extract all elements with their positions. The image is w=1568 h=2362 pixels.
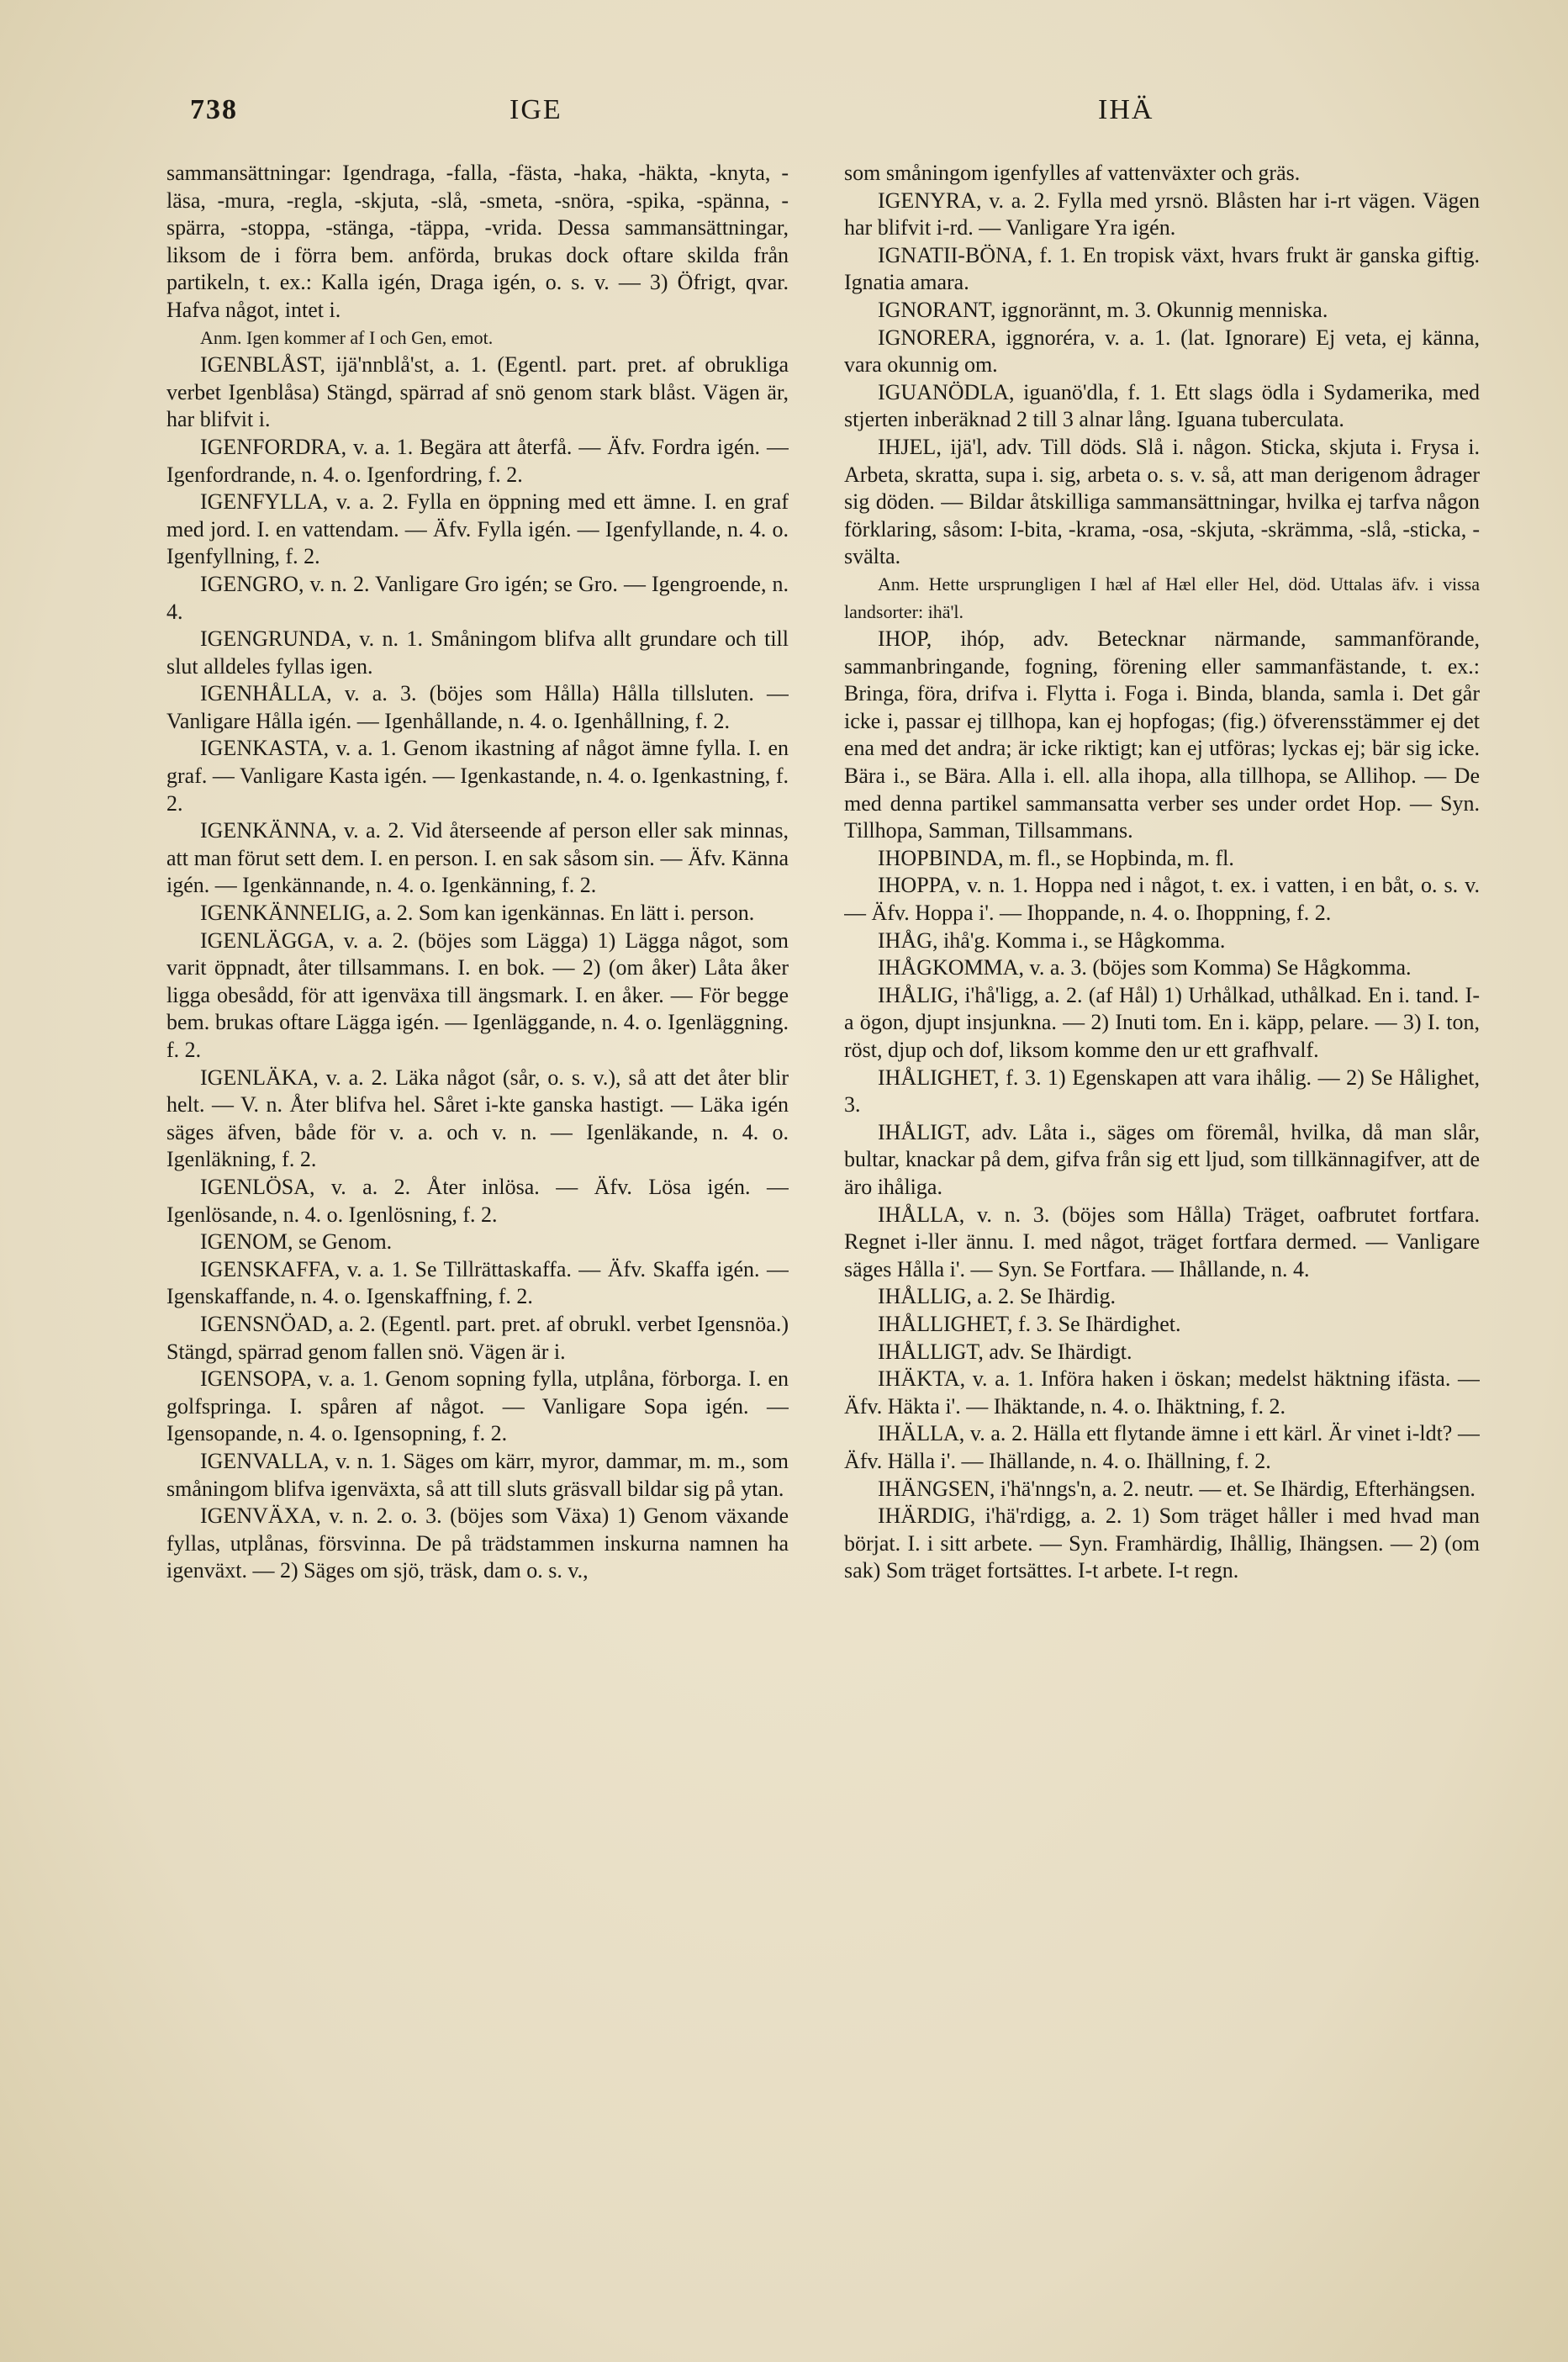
entry: IHÄLLA, v. a. 2. Hälla ett flytande ämne i ett kärl. Är vinet i-ldt? — Äfv. Hälla i'. — Ihällande, n. 4. o. Ihällning, f. 2. <box>844 1421 1480 1473</box>
entry: IHOPPA, v. n. 1. Hoppa ned i något, t. ex. i vatten, i en båt, o. s. v. — Äfv. Hoppa i'. — Ihoppande, n. 4. o. Ihoppning, f. 2. <box>844 873 1480 926</box>
entry: IGENGRO, v. n. 2. Vanligare Gro igén; se Gro. — Igengroende, n. 4. <box>166 571 789 624</box>
entry: IGENKASTA, v. a. 1. Genom ikastning af något ämne fylla. I. en graf. — Vanligare Kasta igén. — Igenkastande, n. 4. o. Igenkastning, f. 2. <box>166 736 789 816</box>
entry-note: Anm. Hette ursprungligen I hæl af Hæl eller Hel, död. Uttalas äfv. i vissa landsorter: ihä'l. <box>844 573 1480 622</box>
page-header <box>0 94 1568 128</box>
entry: IHOP, ihóp, adv. Betecknar närmande, sammanförande, sammanbringande, fogning, förening eller sammanfästande, t. ex.: Bringa, föra, drifva i. Flytta i. Foga i. Binda, blanda, samla i. Det går icke i, passar ej tillhopa, kan ej hopfogas; (fig.) öfverensstämmer ej det ena med det andra; är icke riktigt; kan ej utföras; lyckas ej; bär sig icke. Bära i., se Bära. Alla i. ell. alla ihopa, alla tillhopa, se Allihop. — De med denna partikel sammansatta verber ses under ordet Hop. — Syn. Tillhopa, Samman, Tillsammans. <box>844 626 1480 843</box>
entry: IGENBLÅST, ijä'nnblå'st, a. 1. (Egentl. part. pret. af obrukliga verbet Igenblåsa) Stängd, spärrad af snö genom stark blåst. Vägen är, har blifvit i. <box>166 352 789 432</box>
entry: IHÅLIG, i'hå'ligg, a. 2. (af Hål) 1) Urhålkad, uthålkad. En i. tand. I-a ögon, djupt insjunkna. — 2) Inuti tom. En i. käpp, pelare. — 3) I. ton, röst, djup och dof, liksom komme den ur ett grafhvalf. <box>844 982 1480 1062</box>
entry-continuation: sammansättningar: Igendraga, -falla, -fästa, -haka, -häkta, -knyta, -läsa, -mura, -regla, -skjuta, -slå, -smeta, -snöra, -spika, -spänna, -spärra, -stoppa, -stänga, -täppa, -vrida. Dessa sammansättningar, liksom de i förra bem. anförda, brukas dock oftare skilda från partikeln, t. ex.: Kalla igén, Draga igén, o. s. v. — 3) Öfrigt, qvar. Hafva något, intet i. <box>166 161 789 322</box>
entry: IGUANÖDLA, iguanö'dla, f. 1. Ett slags ödla i Sydamerika, med stjerten inberäknad 2 till 3 alnar lång. Iguana tuberculata. <box>844 379 1480 432</box>
entry: IHOPBINDA, m. fl., se Hopbinda, m. fl. <box>878 845 1234 870</box>
left-guide-word: IGE <box>509 94 562 125</box>
entry: IGENOM, se Genom. <box>200 1229 393 1255</box>
entry: IHÅLLIG, a. 2. Se Ihärdig. <box>878 1284 1117 1309</box>
entry: IHÄKTA, v. a. 1. Införa haken i öskan; medelst häktning ifästa. — Äfv. Häkta i'. — Ihäktande, n. 4. o. Ihäktning, f. 2. <box>844 1366 1480 1419</box>
entry-note: Anm. Igen kommer af I och Gen, emot. <box>200 326 494 348</box>
page-number: 738 <box>190 94 238 125</box>
left-column <box>166 160 789 2329</box>
entry: IHÅLLIGT, adv. Se Ihärdigt. <box>878 1339 1132 1364</box>
entry: IGENSKAFFA, v. a. 1. Se Tillrättaskaffa. — Äfv. Skaffa igén. — Igenskaffande, n. 4. o. Igenskaffning, f. 2. <box>166 1256 789 1309</box>
entry: IHÄNGSEN, i'hä'nngs'n, a. 2. neutr. — et. Se Ihärdig, Efterhängsen. <box>878 1476 1476 1501</box>
entry: IHÅG, ihå'g. Komma i., se Hågkomma. <box>878 927 1226 953</box>
entry: IHÄRDIG, i'hä'rdigg, a. 2. 1) Som träget håller i med hvad man börjat. I. i sitt arbete. — Syn. Framhärdig, Ihållig, Ihängsen. — 2) (om sak) Som träget fortsättes. I-t arbete. I-t regn. <box>844 1503 1480 1583</box>
entry: IHÅLIGT, adv. Låta i., säges om föremål, hvilka, då man slår, bultar, knackar på dem, gifva från sig ett ljud, som tillkännagifver, att de äro ihåliga. <box>844 1119 1480 1199</box>
entry: IGENVALLA, v. n. 1. Säges om kärr, myror, dammar, m. m., som småningom blifva igenväxta, så att till sluts gräsvall bildar sig på ytan. <box>166 1448 789 1501</box>
entry: IGENSOPA, v. a. 1. Genom sopning fylla, utplåna, förborga. I. en golfspringa. I. spåren af något. — Vanligare Sopa igén. — Igensopande, n. 4. o. Igensopning, f. 2. <box>166 1366 789 1446</box>
entry: IGENHÅLLA, v. a. 3. (böjes som Hålla) Hålla tillsluten. — Vanligare Hålla igén. — Igenhållande, n. 4. o. Igenhållning, f. 2. <box>166 681 789 733</box>
entry: IHJEL, ijä'l, adv. Till döds. Slå i. någon. Sticka, skjuta i. Frysa i. Arbeta, skratta, supa i. sig, arbeta o. s. v. så, att man derigenom ådrager sig döden. — Bildar åtskilliga sammansättningar, hvilka ej tarfva någon förklaring, såsom: I-bita, -krama, -osa, -skjuta, -skrämma, -slå, -sticka, -svälta. <box>844 434 1480 569</box>
entry: IHÅLIGHET, f. 3. 1) Egenskapen att vara ihålig. — 2) Se Hålighet, 3. <box>844 1065 1480 1118</box>
entry: IHÅGKOMMA, v. a. 3. (böjes som Komma) Se Hågkomma. <box>878 955 1412 980</box>
entry: IGENFYLLA, v. a. 2. Fylla en öppning med ett ämne. I. en graf med jord. I. en vattendam. — Äfv. Fylla igén. — Igenfyllande, n. 4. o. Igenfyllning, f. 2. <box>166 489 789 569</box>
entry: IGENKÄNNELIG, a. 2. Som kan igenkännas. En lätt i. person. <box>200 901 755 926</box>
entry: IGNORERA, iggnoréra, v. a. 1. (lat. Ignorare) Ej veta, ej känna, vara okunnig om. <box>844 325 1480 378</box>
entry: IGENYRA, v. a. 2. Fylla med yrsnö. Blåsten har i-rt vägen. Vägen har blifvit i-rd. — Vanligare Yra igén. <box>844 188 1480 240</box>
entry: IGNATII-BÖNA, f. 1. En tropisk växt, hvars frukt är ganska giftig. Ignatia amara. <box>844 242 1480 295</box>
entry-continuation: som småningom igenfylles af vattenväxter och gräs. <box>844 161 1301 185</box>
entry: IGNORANT, iggnorännt, m. 3. Okunnig menniska. <box>878 297 1328 322</box>
right-guide-word: IHÄ <box>1098 94 1154 125</box>
entry: IHÅLLA, v. n. 3. (böjes som Hålla) Träget, oafbrutet fortfara. Regnet i-ller ännu. I. med något, träget fortfara dermed. — Vanligare säges Hålla i'. — Syn. Se Fortfara. — Ihållande, n. 4. <box>844 1202 1480 1281</box>
entry: IGENVÄXA, v. n. 2. o. 3. (böjes som Växa) 1) Genom växande fyllas, utplånas, försvinna. De på trädstammen inskurna namnen ha igenväxt. — 2) Säges om sjö, träsk, dam o. s. v., <box>166 1503 789 1583</box>
entry: IGENSNÖAD, a. 2. (Egentl. part. pret. af obrukl. verbet Igensnöa.) Stängd, spärrad genom fallen snö. Vägen är i. <box>166 1311 789 1364</box>
entry: IGENKÄNNA, v. a. 2. Vid återseende af person eller sak minnas, att man förut sett dem. I. en person. I. en sak såsom sin. — Äfv. Känna igén. — Igenkännande, n. 4. o. Igenkänning, f. 2. <box>166 818 789 898</box>
entry: IGENLÄGGA, v. a. 2. (böjes som Lägga) 1) Lägga något, som varit öppnadt, åter tillsammans. I. en bok. — 2) (om åker) Låta åker ligga obesådd, för att igenväxa till ängsmark. I. en åker. — För begge bem. brukas oftare Lägga igén. — Igenläggande, n. 4. o. Igenläggning. f. 2. <box>166 927 789 1062</box>
entry: IGENLÖSA, v. a. 2. Åter inlösa. — Äfv. Lösa igén. — Igenlösande, n. 4. o. Igenlösning, f. 2. <box>166 1174 789 1227</box>
entry: IHÅLLIGHET, f. 3. Se Ihärdighet. <box>878 1311 1181 1336</box>
entry: IGENLÄKA, v. a. 2. Läka något (sår, o. s. v.), så att det åter blir helt. — V. n. Åter blifva hel. Såret i-kte ganska hastigt. — Läka igén säges äfven, både för v. a. och v. n. — Igenläkande, n. 4. o. Igenläkning, f. 2. <box>166 1065 789 1172</box>
entry: IGENGRUNDA, v. n. 1. Småningom blifva allt grundare och till slut alldeles fyllas igen. <box>166 626 789 679</box>
entry: IGENFORDRA, v. a. 1. Begära att återfå. — Äfv. Fordra igén. — Igenfordrande, n. 4. o. Igenfordring, f. 2. <box>166 434 789 487</box>
right-column <box>844 160 1480 2329</box>
